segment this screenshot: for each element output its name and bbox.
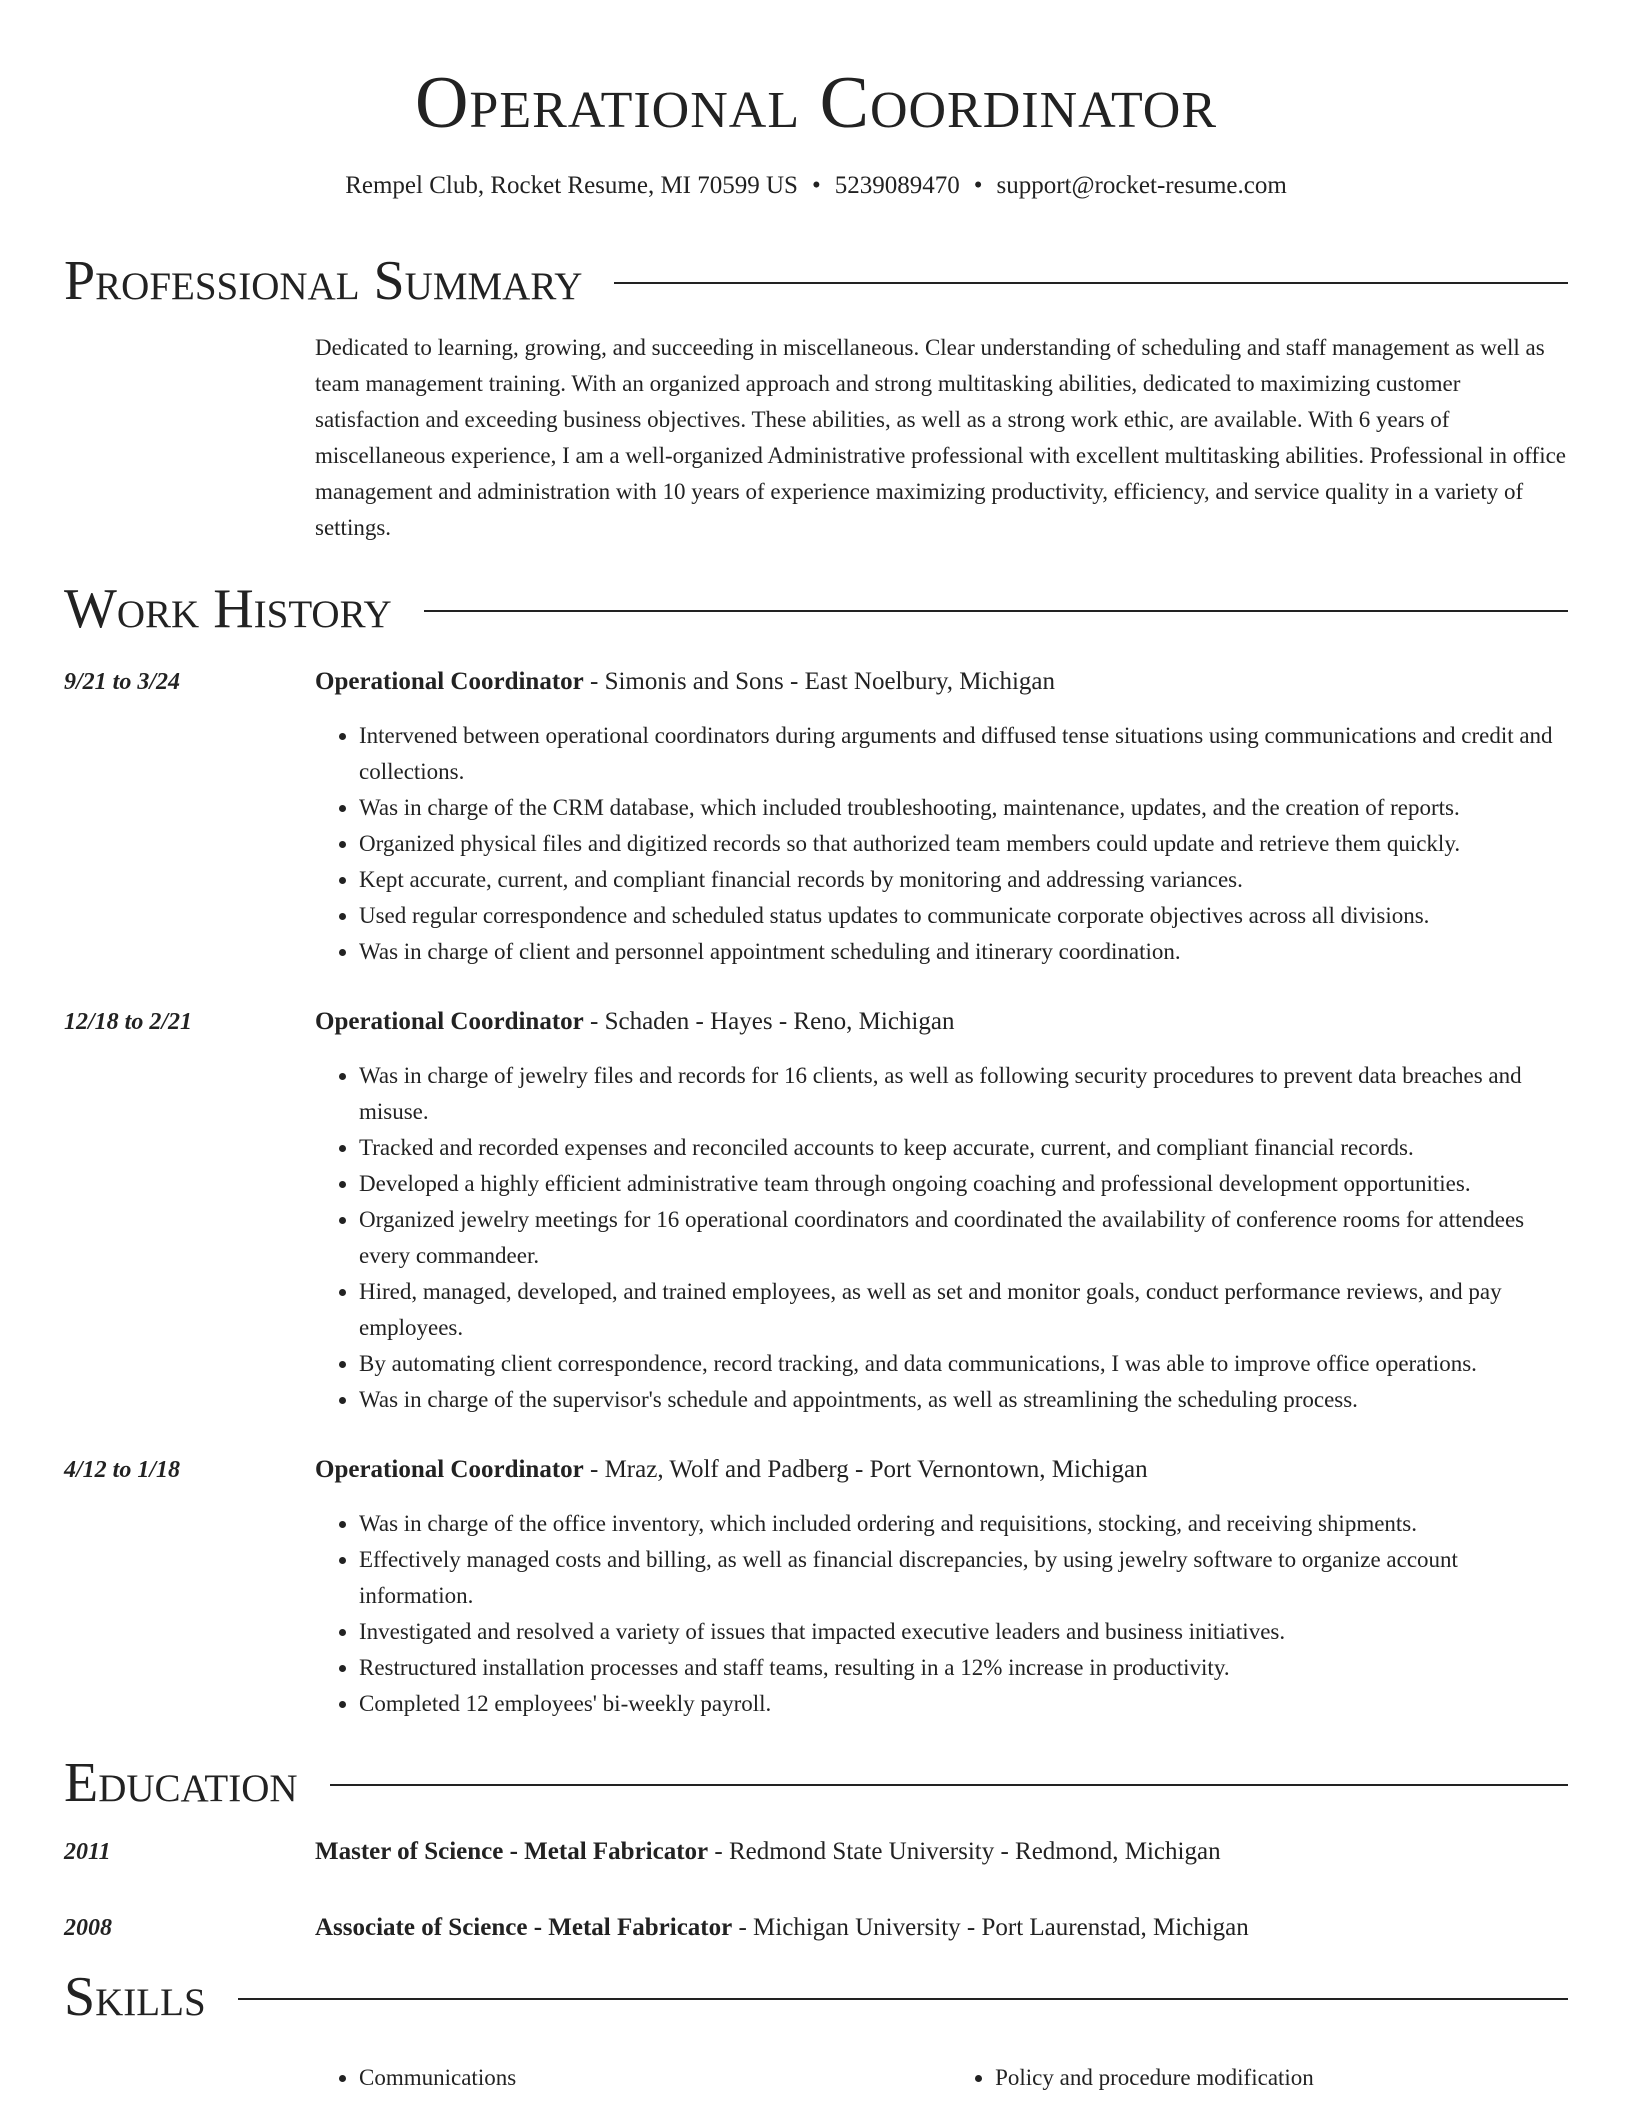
job-bullet: • Effectively managed costs and billing, as well as financial discrepancies, by using jewelry software to organize account information. [359,1542,1568,1614]
contact-line [64,170,1568,202]
job-bullet: • Organized jewelry meetings for 16 operational coordinators and coordinated the availability of conference rooms for attendees every commandeer. [359,1202,1568,1274]
job-bullet: • Restructured installation processes and staff teams, resulting in a 12% increase in productivity. [359,1650,1568,1686]
job-bullet: • Used regular correspondence and scheduled status updates to communicate corporate objectives across all divisions. [359,898,1568,934]
contact-phone: 5239089470 [834,172,960,199]
job-role: Operational Coordinator [315,668,584,695]
job-bullets [315,1506,1568,1722]
job-bullets [315,1058,1568,1418]
education-heading [315,1834,1568,1870]
job-company: - Simonis and Sons - East Noelbury, Michigan [583,668,1056,695]
job-body [315,1004,1568,1418]
section-title-education: Education [64,1752,298,1814]
education-school: - Michigan University - Port Laurenstad, Michigan [732,1914,1249,1941]
education-school: - Redmond State University - Redmond, Michigan [708,1838,1221,1865]
contact-separator: • [973,172,983,199]
section-title-summary: Professional Summary [64,250,583,312]
job-bullets [315,718,1568,970]
skill-item: • Communications [359,2060,951,2096]
job-bullet: • Intervened between operational coordinators during arguments and diffused tense situations using communications and credit and collections. [359,718,1568,790]
job-role: Operational Coordinator [315,1456,584,1483]
skills-column-left [315,2060,951,2096]
job-bullet: • Hired, managed, developed, and trained employees, as well as set and monitor goals, conduct performance reviews, and pay employees. [359,1274,1568,1346]
job-entry [64,664,1568,970]
resume-page [64,0,1568,2096]
job-bullet: • Was in charge of the supervisor's schedule and appointments, as well as streamlining the scheduling process. [359,1382,1568,1418]
section-divider [330,1784,1568,1786]
job-dates: 12/18 to 2/21 [64,1009,193,1035]
job-bullet: • Investigated and resolved a variety of issues that impacted executive leaders and business initiatives. [359,1614,1568,1650]
section-header-summary [64,248,1568,314]
education-entry [64,1834,1568,1870]
education-entry [64,1910,1568,1946]
section-title-work: Work History [64,578,392,640]
education-year: 2008 [64,1915,112,1941]
education-degree: Associate of Science - Metal Fabricator [315,1914,733,1941]
job-bullet: • Was in charge of client and personnel appointment scheduling and itinerary coordination. [359,934,1568,970]
section-header-work [64,576,1568,642]
job-body [315,1452,1568,1722]
skill-item: • Policy and procedure modification [995,2060,1568,2096]
job-bullet: • Tracked and recorded expenses and reconciled accounts to keep accurate, current, and compliant financial records. [359,1130,1568,1166]
job-dates: 4/12 to 1/18 [64,1457,181,1483]
job-bullet: • Was in charge of the office inventory, which included ordering and requisitions, stocking, and receiving shipments. [359,1506,1568,1542]
contact-email: support@rocket-resume.com [996,172,1287,199]
section-header-skills [64,1964,1568,2030]
job-bullet: • Developed a highly efficient administrative team through ongoing coaching and professional development opportunities. [359,1166,1568,1202]
job-role: Operational Coordinator [315,1008,584,1035]
education-year: 2011 [64,1839,111,1865]
section-divider [424,610,1568,612]
job-bullet: • Completed 12 employees' bi-weekly payroll. [359,1686,1568,1722]
job-heading [315,664,1568,700]
job-dates: 9/21 to 3/24 [64,669,181,695]
summary-text: Dedicated to learning, growing, and succeeding in miscellaneous. Clear understanding of scheduling and staff management as well as team management training. With an organized approach and strong multitasking abilities, dedicated to maximizing customer satisfaction and exceeding business objectives. These abilities, as well as a strong work ethic, are available. With 6 years of miscellaneous experience, I am a well-organized Administrative professional with excellent multitasking abilities. Professional in office management and administration with 10 years of experience maximizing productivity, efficiency, and service quality in a variety of settings. [315,335,1567,540]
job-bullet: • Was in charge of jewelry files and records for 16 clients, as well as following security procedures to prevent data breaches and misuse. [359,1058,1568,1130]
skills-column-right [951,2060,1568,2096]
job-body [315,664,1568,970]
job-bullet: • Was in charge of the CRM database, which included troubleshooting, maintenance, updates, and the creation of reports. [359,790,1568,826]
job-heading [315,1004,1568,1040]
job-company: - Mraz, Wolf and Padberg - Port Vernontown, Michigan [583,1456,1148,1483]
job-bullet: • Organized physical files and digitized records so that authorized team members could update and retrieve them quickly. [359,826,1568,862]
job-company: - Schaden - Hayes - Reno, Michigan [583,1008,955,1035]
job-entry [64,1004,1568,1418]
job-bullet: • By automating client correspondence, record tracking, and data communications, I was able to improve office operations. [359,1346,1568,1382]
section-divider [614,282,1568,284]
job-heading [315,1452,1568,1488]
contact-separator: • [811,172,821,199]
skills-list [315,2060,1568,2096]
section-divider [238,1998,1568,2000]
section-header-education [64,1750,1568,1816]
work-history-list [64,664,1568,1722]
job-bullet: • Kept accurate, current, and compliant financial records by monitoring and addressing variances. [359,862,1568,898]
section-title-skills: Skills [64,1966,206,2028]
resume-name: Operational Coordinator [414,62,1218,144]
job-entry [64,1452,1568,1722]
education-heading [315,1910,1568,1946]
education-degree: Master of Science - Metal Fabricator [315,1838,709,1865]
contact-address: Rempel Club, Rocket Resume, MI 70599 US [345,172,798,199]
